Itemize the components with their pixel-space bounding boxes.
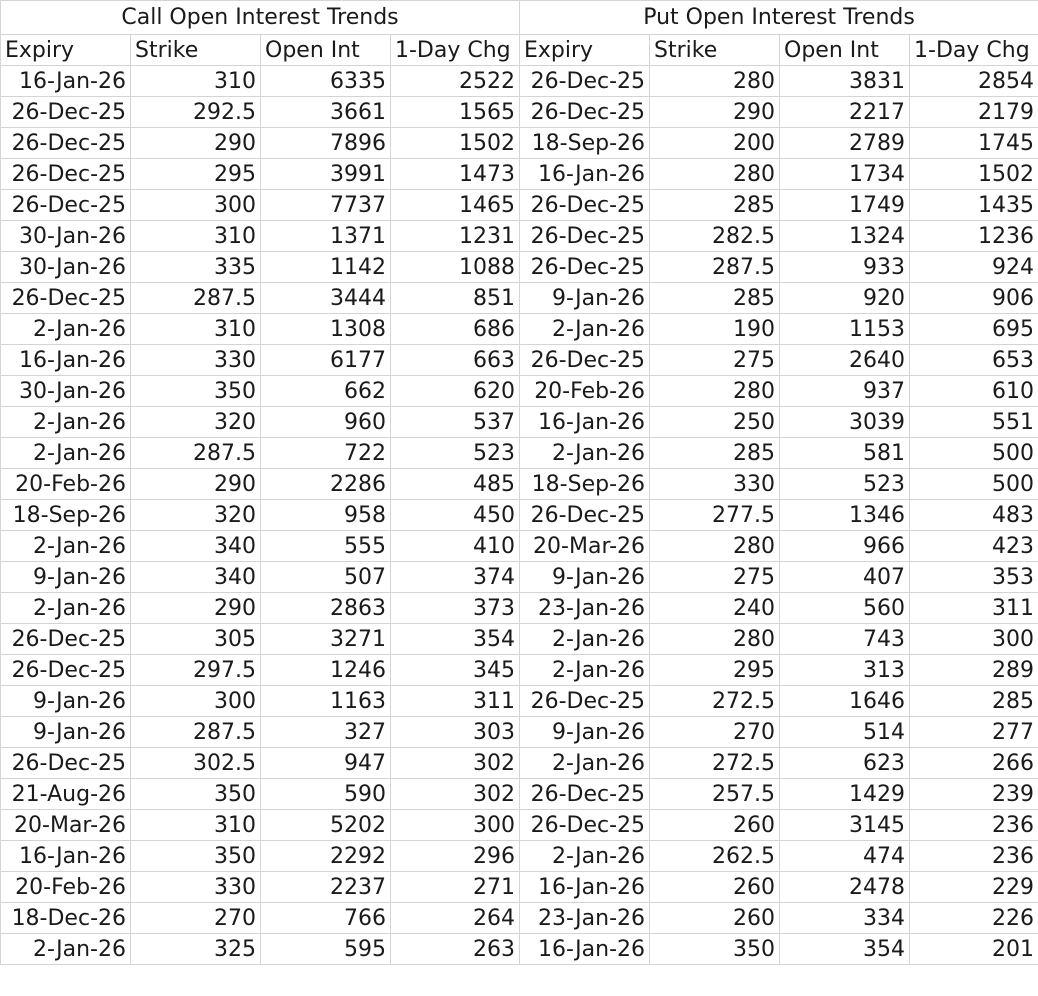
call-open-int-cell[interactable]: 1142 [261,252,391,283]
put-open-int-cell[interactable]: 937 [780,376,910,407]
put-day-chg-cell[interactable]: 236 [910,810,1038,841]
put-open-int-cell[interactable]: 1734 [780,159,910,190]
call-open-int-cell[interactable]: 6177 [261,345,391,376]
put-open-int-cell[interactable]: 1749 [780,190,910,221]
call-expiry-cell[interactable]: 26-Dec-25 [1,283,131,314]
call-open-int-cell[interactable]: 2863 [261,593,391,624]
put-section-title[interactable]: Put Open Interest Trends [520,1,1038,35]
call-open-int-cell[interactable]: 7896 [261,128,391,159]
call-strike-cell[interactable]: 330 [131,345,261,376]
put-expiry-cell[interactable]: 2-Jan-26 [520,655,650,686]
call-strike-cell[interactable]: 340 [131,531,261,562]
call-day-chg-cell[interactable]: 264 [391,903,520,934]
put-day-chg-cell[interactable]: 311 [910,593,1038,624]
put-day-chg-cell[interactable]: 483 [910,500,1038,531]
call-day-chg-cell[interactable]: 263 [391,934,520,965]
put-expiry-cell[interactable]: 26-Dec-25 [520,779,650,810]
call-day-chg-cell[interactable]: 373 [391,593,520,624]
table-row [1,841,1038,872]
table-row [1,345,1038,376]
call-open-int-cell[interactable]: 1163 [261,686,391,717]
put-expiry-cell[interactable]: 26-Dec-25 [520,500,650,531]
call-open-int-cell[interactable]: 722 [261,438,391,469]
table-row [1,283,1038,314]
put-strike-cell[interactable]: 190 [650,314,780,345]
put-open-int-cell[interactable]: 313 [780,655,910,686]
call-open-int-cell[interactable]: 555 [261,531,391,562]
table-body [1,66,1038,965]
put-day-chg-cell[interactable]: 906 [910,283,1038,314]
call-strike-cell[interactable]: 335 [131,252,261,283]
put-strike-cell[interactable]: 250 [650,407,780,438]
call-expiry-cell[interactable]: 20-Feb-26 [1,872,131,903]
put-day-chg-cell[interactable]: 300 [910,624,1038,655]
call-strike-header[interactable]: Strike [131,35,261,66]
put-strike-cell[interactable]: 350 [650,934,780,965]
call-strike-cell[interactable]: 350 [131,779,261,810]
put-strike-cell[interactable]: 240 [650,593,780,624]
call-expiry-cell[interactable]: 26-Dec-25 [1,624,131,655]
call-expiry-cell[interactable]: 18-Sep-26 [1,500,131,531]
put-day-chg-cell[interactable]: 500 [910,438,1038,469]
put-open-int-cell[interactable]: 1429 [780,779,910,810]
table-row [1,779,1038,810]
call-day-chg-cell[interactable]: 302 [391,748,520,779]
call-strike-cell[interactable]: 300 [131,686,261,717]
call-day-chg-cell[interactable]: 2522 [391,66,520,97]
call-day-chg-cell[interactable]: 303 [391,717,520,748]
put-open-int-cell[interactable]: 743 [780,624,910,655]
put-expiry-cell[interactable]: 9-Jan-26 [520,717,650,748]
put-expiry-cell[interactable]: 26-Dec-25 [520,97,650,128]
put-open-int-cell[interactable]: 1646 [780,686,910,717]
call-strike-cell[interactable]: 350 [131,841,261,872]
call-open-int-cell[interactable]: 1246 [261,655,391,686]
put-open-int-cell[interactable]: 920 [780,283,910,314]
table-row [1,221,1038,252]
put-strike-cell[interactable]: 285 [650,283,780,314]
call-day-chg-cell[interactable]: 271 [391,872,520,903]
call-strike-cell[interactable]: 310 [131,314,261,345]
call-strike-cell[interactable]: 290 [131,469,261,500]
call-open-int-cell[interactable]: 327 [261,717,391,748]
put-day-chg-cell[interactable]: 226 [910,903,1038,934]
call-strike-cell[interactable]: 350 [131,376,261,407]
call-open-int-header[interactable]: Open Int [261,35,391,66]
call-expiry-cell[interactable]: 30-Jan-26 [1,376,131,407]
call-expiry-cell[interactable]: 18-Dec-26 [1,903,131,934]
call-day-chg-cell[interactable]: 1473 [391,159,520,190]
call-expiry-cell[interactable]: 16-Jan-26 [1,345,131,376]
put-expiry-cell[interactable]: 9-Jan-26 [520,283,650,314]
put-strike-cell[interactable]: 280 [650,624,780,655]
call-expiry-cell[interactable]: 20-Mar-26 [1,810,131,841]
put-strike-cell[interactable]: 260 [650,872,780,903]
put-expiry-cell[interactable]: 20-Feb-26 [520,376,650,407]
put-expiry-cell[interactable]: 26-Dec-25 [520,66,650,97]
put-expiry-cell[interactable]: 16-Jan-26 [520,407,650,438]
call-day-chg-cell[interactable]: 354 [391,624,520,655]
call-day-chg-cell[interactable]: 1088 [391,252,520,283]
put-strike-cell[interactable]: 280 [650,531,780,562]
call-expiry-cell[interactable]: 9-Jan-26 [1,717,131,748]
call-expiry-header[interactable]: Expiry [1,35,131,66]
call-strike-cell[interactable]: 340 [131,562,261,593]
call-day-chg-cell[interactable]: 1231 [391,221,520,252]
call-1day-chg-header[interactable]: 1-Day Chg [391,35,520,66]
put-day-chg-cell[interactable]: 1745 [910,128,1038,159]
call-expiry-cell[interactable]: 16-Jan-26 [1,841,131,872]
put-strike-cell[interactable]: 262.5 [650,841,780,872]
put-expiry-cell[interactable]: 20-Mar-26 [520,531,650,562]
put-open-int-cell[interactable]: 2217 [780,97,910,128]
put-day-chg-cell[interactable]: 353 [910,562,1038,593]
table-row [1,748,1038,779]
put-1day-chg-header[interactable]: 1-Day Chg [910,35,1038,66]
table-row [1,376,1038,407]
table-row [1,500,1038,531]
call-strike-cell[interactable]: 292.5 [131,97,261,128]
put-expiry-cell[interactable]: 2-Jan-26 [520,438,650,469]
call-open-int-cell[interactable]: 5202 [261,810,391,841]
call-day-chg-cell[interactable]: 302 [391,779,520,810]
call-strike-cell[interactable]: 290 [131,593,261,624]
call-open-int-cell[interactable]: 960 [261,407,391,438]
call-expiry-cell[interactable]: 26-Dec-25 [1,128,131,159]
call-expiry-cell[interactable]: 26-Dec-25 [1,97,131,128]
call-expiry-cell[interactable]: 2-Jan-26 [1,438,131,469]
call-open-int-cell[interactable]: 7737 [261,190,391,221]
table-row [1,314,1038,345]
put-day-chg-cell[interactable]: 1435 [910,190,1038,221]
put-strike-cell[interactable]: 280 [650,159,780,190]
put-day-chg-cell[interactable]: 229 [910,872,1038,903]
call-expiry-cell[interactable]: 2-Jan-26 [1,934,131,965]
call-open-int-cell[interactable]: 958 [261,500,391,531]
put-strike-cell[interactable]: 275 [650,345,780,376]
table-row [1,686,1038,717]
put-expiry-cell[interactable]: 26-Dec-25 [520,252,650,283]
put-open-int-cell[interactable]: 3039 [780,407,910,438]
put-open-int-cell[interactable]: 334 [780,903,910,934]
call-expiry-cell[interactable]: 20-Feb-26 [1,469,131,500]
table-row [1,593,1038,624]
call-day-chg-cell[interactable]: 523 [391,438,520,469]
put-strike-cell[interactable]: 280 [650,66,780,97]
call-open-int-cell[interactable]: 2237 [261,872,391,903]
put-strike-cell[interactable]: 285 [650,438,780,469]
table-row [1,562,1038,593]
put-open-int-cell[interactable]: 474 [780,841,910,872]
call-open-int-cell[interactable]: 1308 [261,314,391,345]
put-expiry-cell[interactable]: 2-Jan-26 [520,624,650,655]
table-row [1,252,1038,283]
put-open-int-cell[interactable]: 3831 [780,66,910,97]
call-strike-cell[interactable]: 320 [131,407,261,438]
table-row [1,903,1038,934]
table-row [1,190,1038,221]
put-strike-cell[interactable]: 272.5 [650,748,780,779]
put-expiry-cell[interactable]: 16-Jan-26 [520,159,650,190]
call-expiry-cell[interactable]: 30-Jan-26 [1,252,131,283]
table-row [1,624,1038,655]
call-strike-cell[interactable]: 287.5 [131,717,261,748]
call-strike-cell[interactable]: 297.5 [131,655,261,686]
call-strike-cell[interactable]: 295 [131,159,261,190]
put-day-chg-cell[interactable]: 610 [910,376,1038,407]
put-expiry-cell[interactable]: 18-Sep-26 [520,128,650,159]
put-expiry-cell[interactable]: 2-Jan-26 [520,841,650,872]
put-open-int-cell[interactable]: 523 [780,469,910,500]
call-day-chg-cell[interactable]: 374 [391,562,520,593]
table-row [1,934,1038,965]
put-strike-cell[interactable]: 275 [650,562,780,593]
call-strike-cell[interactable]: 287.5 [131,283,261,314]
call-expiry-cell[interactable]: 2-Jan-26 [1,531,131,562]
call-expiry-cell[interactable]: 9-Jan-26 [1,686,131,717]
put-expiry-cell[interactable]: 16-Jan-26 [520,934,650,965]
put-day-chg-cell[interactable]: 1502 [910,159,1038,190]
put-strike-cell[interactable]: 290 [650,97,780,128]
put-strike-cell[interactable]: 272.5 [650,686,780,717]
call-day-chg-cell[interactable]: 663 [391,345,520,376]
call-strike-cell[interactable]: 302.5 [131,748,261,779]
put-day-chg-cell[interactable]: 653 [910,345,1038,376]
table-row [1,469,1038,500]
put-strike-cell[interactable]: 270 [650,717,780,748]
put-day-chg-cell[interactable]: 2179 [910,97,1038,128]
put-day-chg-cell[interactable]: 266 [910,748,1038,779]
put-expiry-cell[interactable]: 23-Jan-26 [520,593,650,624]
put-strike-cell[interactable]: 330 [650,469,780,500]
put-expiry-cell[interactable]: 16-Jan-26 [520,872,650,903]
put-day-chg-cell[interactable]: 201 [910,934,1038,965]
table-row [1,97,1038,128]
put-open-int-cell[interactable]: 966 [780,531,910,562]
table-row [1,438,1038,469]
call-day-chg-cell[interactable]: 311 [391,686,520,717]
put-strike-cell[interactable]: 257.5 [650,779,780,810]
call-strike-cell[interactable]: 305 [131,624,261,655]
put-expiry-cell[interactable]: 26-Dec-25 [520,345,650,376]
call-open-int-cell[interactable]: 507 [261,562,391,593]
put-strike-header[interactable]: Strike [650,35,780,66]
put-expiry-cell[interactable]: 9-Jan-26 [520,562,650,593]
put-strike-cell[interactable]: 260 [650,810,780,841]
section-title-row [1,1,1038,35]
put-open-int-cell[interactable]: 581 [780,438,910,469]
put-strike-cell[interactable]: 200 [650,128,780,159]
put-strike-cell[interactable]: 277.5 [650,500,780,531]
call-strike-cell[interactable]: 310 [131,810,261,841]
put-open-int-cell[interactable]: 1153 [780,314,910,345]
table-row [1,655,1038,686]
call-day-chg-cell[interactable]: 485 [391,469,520,500]
put-day-chg-cell[interactable]: 285 [910,686,1038,717]
put-strike-cell[interactable]: 287.5 [650,252,780,283]
put-day-chg-cell[interactable]: 277 [910,717,1038,748]
call-expiry-cell[interactable]: 9-Jan-26 [1,562,131,593]
put-strike-cell[interactable]: 295 [650,655,780,686]
put-expiry-header[interactable]: Expiry [520,35,650,66]
call-day-chg-cell[interactable]: 620 [391,376,520,407]
column-header-row [1,35,1038,66]
call-open-int-cell[interactable]: 590 [261,779,391,810]
call-strike-cell[interactable]: 330 [131,872,261,903]
put-day-chg-cell[interactable]: 423 [910,531,1038,562]
call-day-chg-cell[interactable]: 450 [391,500,520,531]
call-open-int-cell[interactable]: 3991 [261,159,391,190]
call-day-chg-cell[interactable]: 537 [391,407,520,438]
call-strike-cell[interactable]: 310 [131,221,261,252]
put-expiry-cell[interactable]: 18-Sep-26 [520,469,650,500]
call-day-chg-cell[interactable]: 296 [391,841,520,872]
call-open-int-cell[interactable]: 2292 [261,841,391,872]
put-day-chg-cell[interactable]: 236 [910,841,1038,872]
call-strike-cell[interactable]: 300 [131,190,261,221]
table-row [1,128,1038,159]
call-open-int-cell[interactable]: 766 [261,903,391,934]
put-open-int-cell[interactable]: 3145 [780,810,910,841]
put-open-int-cell[interactable]: 407 [780,562,910,593]
put-open-int-cell[interactable]: 514 [780,717,910,748]
call-day-chg-cell[interactable]: 686 [391,314,520,345]
put-expiry-cell[interactable]: 2-Jan-26 [520,314,650,345]
call-expiry-cell[interactable]: 26-Dec-25 [1,748,131,779]
put-open-int-header[interactable]: Open Int [780,35,910,66]
call-strike-cell[interactable]: 325 [131,934,261,965]
put-open-int-cell[interactable]: 1324 [780,221,910,252]
put-open-int-cell[interactable]: 2478 [780,872,910,903]
call-open-int-cell[interactable]: 947 [261,748,391,779]
put-expiry-cell[interactable]: 2-Jan-26 [520,748,650,779]
call-expiry-cell[interactable]: 2-Jan-26 [1,407,131,438]
call-strike-cell[interactable]: 287.5 [131,438,261,469]
put-strike-cell[interactable]: 260 [650,903,780,934]
call-expiry-cell[interactable]: 16-Jan-26 [1,66,131,97]
table-row [1,66,1038,97]
put-strike-cell[interactable]: 280 [650,376,780,407]
call-day-chg-cell[interactable]: 851 [391,283,520,314]
put-expiry-cell[interactable]: 26-Dec-25 [520,221,650,252]
table-row [1,810,1038,841]
call-expiry-cell[interactable]: 26-Dec-25 [1,190,131,221]
put-day-chg-cell[interactable]: 500 [910,469,1038,500]
call-open-int-cell[interactable]: 662 [261,376,391,407]
call-open-int-cell[interactable]: 595 [261,934,391,965]
put-day-chg-cell[interactable]: 695 [910,314,1038,345]
put-expiry-cell[interactable]: 26-Dec-25 [520,190,650,221]
call-open-int-cell[interactable]: 3661 [261,97,391,128]
put-open-int-cell[interactable]: 623 [780,748,910,779]
call-strike-cell[interactable]: 290 [131,128,261,159]
call-day-chg-cell[interactable]: 1565 [391,97,520,128]
call-expiry-cell[interactable]: 26-Dec-25 [1,159,131,190]
call-day-chg-cell[interactable]: 1465 [391,190,520,221]
table-row [1,407,1038,438]
call-day-chg-cell[interactable]: 345 [391,655,520,686]
call-open-int-cell[interactable]: 3444 [261,283,391,314]
put-expiry-cell[interactable]: 26-Dec-25 [520,686,650,717]
table-row [1,872,1038,903]
call-open-int-cell[interactable]: 2286 [261,469,391,500]
put-open-int-cell[interactable]: 2789 [780,128,910,159]
put-open-int-cell[interactable]: 2640 [780,345,910,376]
put-open-int-cell[interactable]: 933 [780,252,910,283]
call-strike-cell[interactable]: 320 [131,500,261,531]
put-day-chg-cell[interactable]: 2854 [910,66,1038,97]
call-open-int-cell[interactable]: 6335 [261,66,391,97]
put-strike-cell[interactable]: 285 [650,190,780,221]
call-expiry-cell[interactable]: 26-Dec-25 [1,655,131,686]
call-day-chg-cell[interactable]: 300 [391,810,520,841]
call-strike-cell[interactable]: 270 [131,903,261,934]
call-open-int-cell[interactable]: 1371 [261,221,391,252]
call-day-chg-cell[interactable]: 410 [391,531,520,562]
put-day-chg-cell[interactable]: 551 [910,407,1038,438]
put-open-int-cell[interactable]: 1346 [780,500,910,531]
put-day-chg-cell[interactable]: 289 [910,655,1038,686]
put-expiry-cell[interactable]: 26-Dec-25 [520,810,650,841]
call-section-title[interactable]: Call Open Interest Trends [1,1,520,35]
call-expiry-cell[interactable]: 30-Jan-26 [1,221,131,252]
put-strike-cell[interactable]: 282.5 [650,221,780,252]
put-expiry-cell[interactable]: 23-Jan-26 [520,903,650,934]
put-day-chg-cell[interactable]: 239 [910,779,1038,810]
call-expiry-cell[interactable]: 2-Jan-26 [1,593,131,624]
call-strike-cell[interactable]: 310 [131,66,261,97]
put-day-chg-cell[interactable]: 924 [910,252,1038,283]
table-row [1,159,1038,190]
table-row [1,717,1038,748]
put-day-chg-cell[interactable]: 1236 [910,221,1038,252]
call-day-chg-cell[interactable]: 1502 [391,128,520,159]
call-expiry-cell[interactable]: 2-Jan-26 [1,314,131,345]
put-open-int-cell[interactable]: 560 [780,593,910,624]
call-open-int-cell[interactable]: 3271 [261,624,391,655]
table-row [1,531,1038,562]
put-open-int-cell[interactable]: 354 [780,934,910,965]
call-expiry-cell[interactable]: 21-Aug-26 [1,779,131,810]
